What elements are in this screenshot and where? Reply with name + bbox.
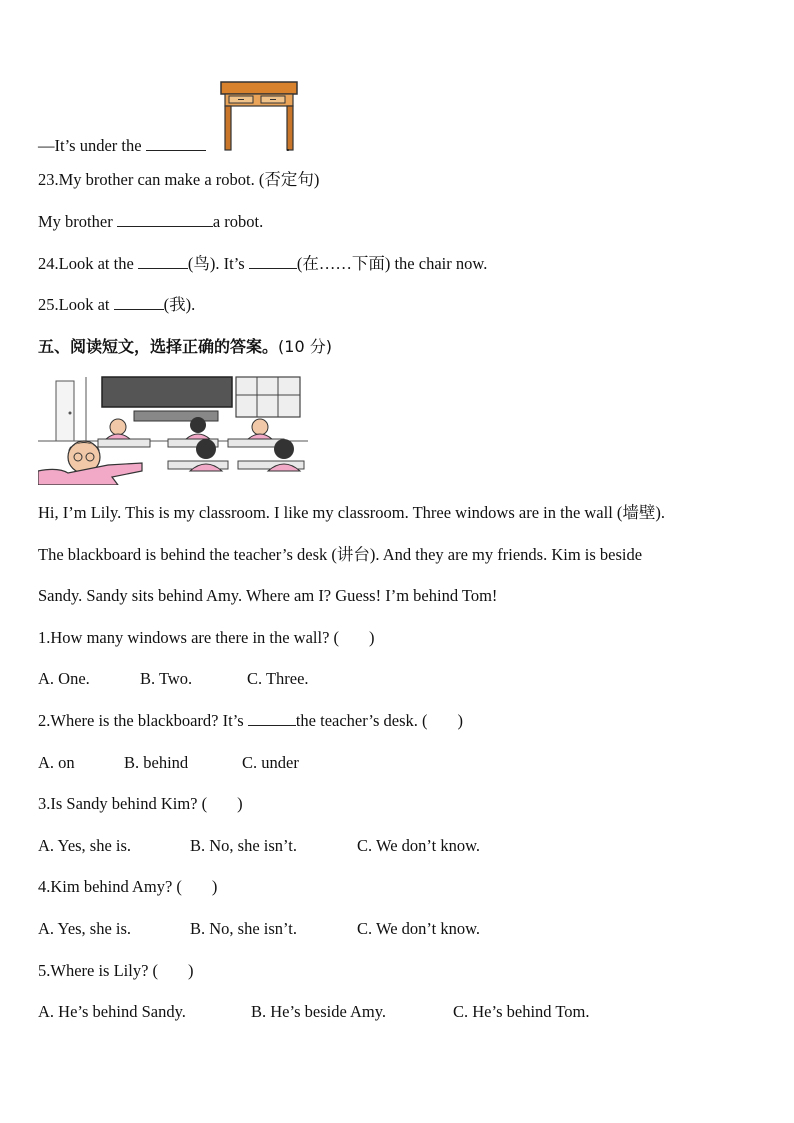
question-2-text: 2.Where is the blackboard? It’s [38,711,244,730]
question-4-close: ) [211,877,218,896]
q23-suffix: a robot. [212,212,264,231]
question-5 [38,961,194,981]
q25-line [38,295,195,315]
q22-prefix: —It’s under the [38,136,142,155]
question-4-text: 4.Kim behind Amy? ( [38,877,182,896]
q24-line [38,254,487,274]
question-2-options [38,753,299,773]
passage-line-3: Sandy. Sandy sits behind Amy. Where am I? Guess! I’m behind Tom! [38,586,498,605]
question-5-close: ) [188,961,194,980]
question-1 [38,628,375,648]
q22-period: . [285,136,290,155]
question-1-text: 1.How many windows are there in the wall? ( [38,628,340,647]
q2-option-a[interactable]: A. on [38,753,75,772]
question-4-options [38,919,480,939]
question-2-blank[interactable] [248,711,296,726]
passage-line-1: Hi, I’m Lily. This is my classroom. I like my classroom. Three windows are in the wall (墙壁). [38,503,666,522]
section5-score: (10 分) [278,337,332,356]
q5-option-b[interactable]: B. He’s beside Amy. [251,1002,387,1021]
q24-part1: 24.Look at the [38,254,134,273]
q24-hint2: (在……下面) the chair now. [296,254,488,273]
q3-option-b[interactable]: B. No, she isn’t. [190,836,297,855]
section5-title: 五、阅读短文，选择正确的答案。 [38,337,279,356]
q3-option-c[interactable]: C. We don’t know. [357,836,481,855]
q3-option-a[interactable]: A. Yes, she is. [38,836,132,855]
question-3-close: ) [237,794,243,813]
question-5-text: 5.Where is Lily? ( [38,961,159,980]
question-1-close: ) [369,628,375,647]
q4-option-a[interactable]: A. Yes, she is. [38,919,132,938]
passage-line-2: The blackboard is behind the teacher’s desk (讲台). And they are my friends. Kim is beside [38,545,643,564]
q23-prefix: My brother [38,212,113,231]
q25-blank[interactable] [114,295,164,310]
q2-option-c[interactable]: C. under [242,753,299,772]
section5-heading [38,337,332,357]
q4-option-b[interactable]: B. No, she isn’t. [190,919,297,938]
q4-option-c[interactable]: C. We don’t know. [357,919,481,938]
question-3 [38,794,243,814]
q24-hint1: (鸟). It’s [187,254,245,273]
question-2 [38,711,463,731]
q5-option-c[interactable]: C. He’s behind Tom. [453,1002,590,1021]
q5-option-a[interactable]: A. He’s behind Sandy. [38,1002,186,1021]
question-3-text: 3.Is Sandy behind Kim? ( [38,794,208,813]
q22-answer-line [38,136,290,156]
q1-option-c[interactable]: C. Three. [247,669,309,688]
question-2-close: ) [457,711,463,730]
q24-blank-1[interactable] [138,254,188,269]
question-5-options [38,1002,590,1022]
q23-answer-line [38,212,263,232]
q2-option-b[interactable]: B. behind [124,753,189,772]
question-2-text-2: the teacher’s desk. ( [295,711,428,730]
q25-hint: (我). [163,295,196,314]
question-3-options [38,836,480,856]
q22-blank[interactable] [146,136,206,151]
question-4 [38,877,217,897]
classroom-illustration [38,373,308,485]
q24-blank-2[interactable] [249,254,297,269]
q23-text: 23.My brother can make a robot. (否定句) [38,170,320,189]
q25-part1: 25.Look at [38,295,110,314]
question-1-options [38,669,309,689]
q23-blank[interactable] [117,212,213,227]
q1-option-a[interactable]: A. One. [38,669,90,688]
q1-option-b[interactable]: B. Two. [140,669,193,688]
